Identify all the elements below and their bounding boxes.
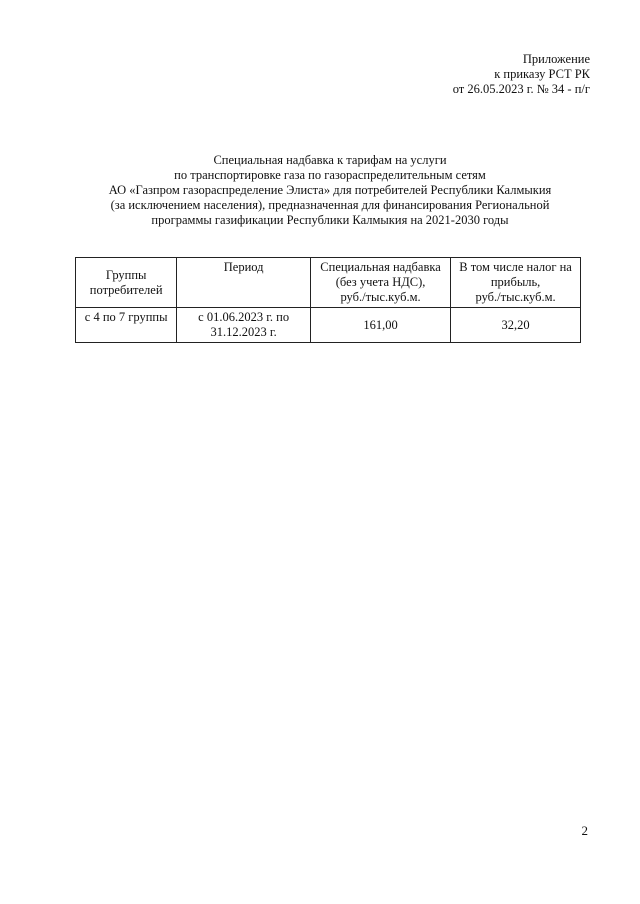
appendix-title: Приложение: [522, 52, 590, 66]
cell-special-charge: 161,00: [310, 308, 450, 343]
header-profit-tax: В том числе налог на прибыль, руб./тыс.куб.м.: [451, 258, 581, 308]
title-line-2: по транспортировке газа по газораспределительным сетям: [174, 168, 486, 182]
cell-period: с 01.06.2023 г. по 31.12.2023 г.: [177, 308, 311, 343]
header-period: Период: [177, 258, 311, 308]
appendix-order-ref: к приказу РСТ РК: [494, 67, 590, 81]
title-line-1: Специальная надбавка к тарифам на услуги: [213, 153, 447, 167]
table-header-row: [76, 258, 581, 308]
cell-consumer-group: с 4 по 7 группы: [76, 308, 177, 343]
title-line-3: АО «Газпром газораспределение Элиста» для потребителей Республики Калмыкия: [108, 183, 552, 197]
appendix-order-date: от 26.05.2023 г. № 34 - п/г: [452, 82, 590, 96]
appendix-header: [453, 52, 590, 97]
header-special-charge: Специальная надбавка (без учета НДС), руб./тыс.куб.м.: [310, 258, 450, 308]
cell-profit-tax: 32,20: [451, 308, 581, 343]
tariff-table: [75, 257, 581, 343]
title-line-4: (за исключением населения), предназначенная для финансирования Региональной: [110, 198, 550, 212]
header-consumer-groups: Группы потребителей: [76, 258, 177, 308]
table-row: [76, 308, 581, 343]
page-number: 2: [581, 823, 588, 838]
document-title: [60, 153, 600, 228]
title-line-5: программы газификации Республики Калмыкия на 2021-2030 годы: [151, 213, 509, 227]
